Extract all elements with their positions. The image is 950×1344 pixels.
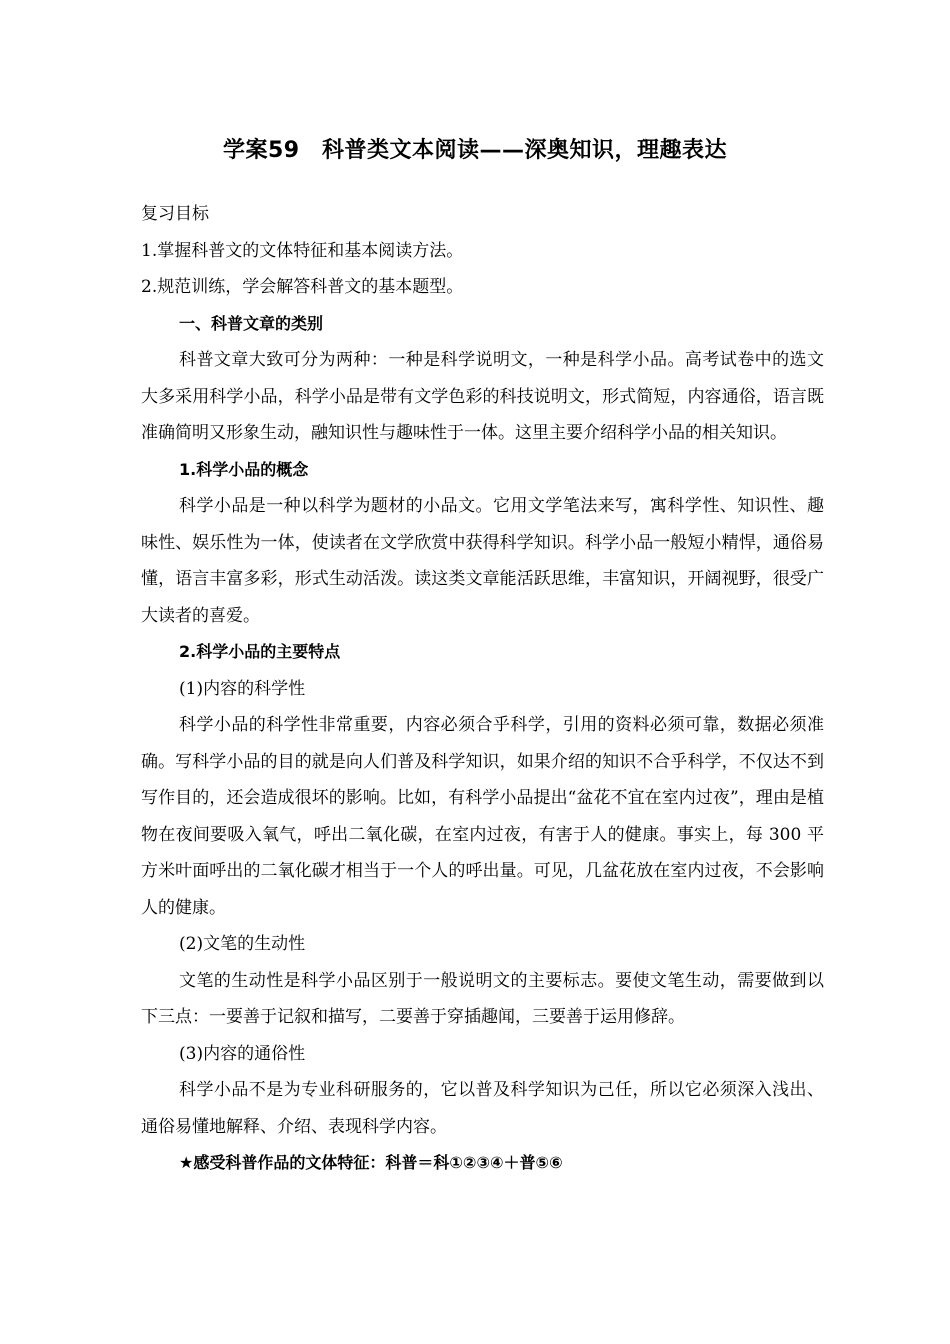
- paragraph-popular: 科学小品不是为专业科研服务的，它以普及科学知识为己任，所以它必须深入浅出、通俗易懂地解释、介绍、表现科学内容。: [141, 1080, 824, 1137]
- star-heading: ★感受科普作品的文体特征：科普＝科①②③④＋普⑤⑥: [179, 1153, 563, 1172]
- paragraph-concept: 科学小品是一种以科学为题材的小品文。它用文学笔法来写，寓科学性、知识性、趣味性、娱乐性为一体，使读者在文学欣赏中获得科学知识。科学小品一般短小精悍，通俗易懂，语言丰富多彩，形式生动活泼。读这类文章能活跃思维，丰富知识，开阔视野，很受广大读者的喜爱。: [141, 496, 824, 626]
- goal-item-2: 2.规范训练，学会解答科普文的基本题型。: [141, 277, 464, 297]
- goal-item-1: 1.掌握科普文的文体特征和基本阅读方法。: [141, 240, 464, 261]
- goals-label: 复习目标: [141, 204, 209, 224]
- document-body: [141, 196, 824, 1182]
- subheading-concept: 1.科学小品的概念: [179, 459, 309, 479]
- feature-label-vivid: (2)文笔的生动性: [179, 934, 306, 954]
- paragraph-vivid: 文笔的生动性是科学小品区别于一般说明文的主要标志。要使文笔生动，需要做到以下三点：一要善于记叙和描写，二要善于穿插趣闻，三要善于运用修辞。: [141, 970, 824, 1027]
- feature-label-scientific: (1)内容的科学性: [179, 678, 306, 699]
- subheading-features: 2.科学小品的主要特点: [179, 642, 341, 661]
- section-heading-categories: 一、科普文章的类别: [179, 313, 324, 333]
- paragraph-scientific: 科学小品的科学性非常重要，内容必须合乎科学，引用的资料必须可靠，数据必须准确。写科学小品的目的就是向人们普及科学知识，如果介绍的知识不合乎科学，不仅达不到写作目的，还会造成很坏的影响。比如，有科学小品提出“盆花不宜在室内过夜”，理由是植物在夜间要吸入氧气，呼出二氧化碳，在室内过夜，有害于人的健康。事实上，每 300 平方米叶面呼出的二氧化碳才相当于一个人的呼出量。可见，几盆花放在室内过夜，不会影响人的健康。: [141, 715, 824, 918]
- paragraph-categories: 科普文章大致可分为两种：一种是科学说明文，一种是科学小品。高考试卷中的选文大多采用科学小品，科学小品是带有文学色彩的科技说明文，形式简短，内容通俗，语言既准确简明又形象生动，融知识性与趣味性于一体。这里主要介绍科学小品的相关知识。: [141, 350, 824, 443]
- feature-label-popular: (3)内容的通俗性: [179, 1043, 306, 1064]
- document-title: 学案59 科普类文本阅读——深奥知识，理趣表达: [222, 138, 728, 163]
